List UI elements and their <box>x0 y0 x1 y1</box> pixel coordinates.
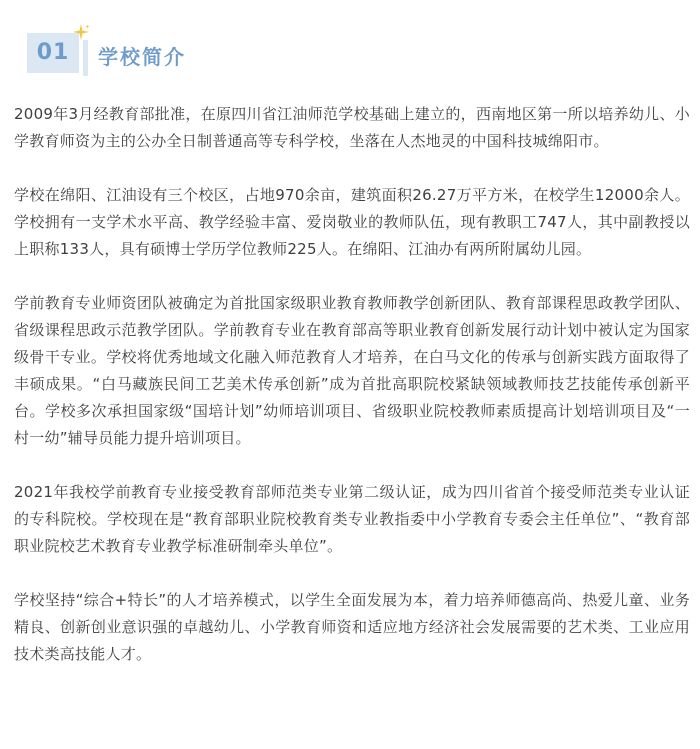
paragraph-certification: 2021年我校学前教育专业接受教育部师范类专业第二级认证，成为四川省首个接受师范类专业认证的专科院校。学校现在是“教育部职业院校教育类专业教指委中小学教育专委会主任单位”、“教育部职业院校艺术教育专业教学标准研制牵头单位”。 <box>14 483 690 555</box>
section-header <box>22 28 262 78</box>
section-title: 学校简介 <box>98 45 186 69</box>
section-number-accent-bar <box>83 40 88 76</box>
article-body <box>14 101 690 695</box>
sparkle-icon <box>72 23 90 41</box>
paragraph-campus-faculty: 学校在绵阳、江油设有三个校区，占地970余亩，建筑面积26.27万平方米，在校学生12000余人。学校拥有一支学术水平高、教学经验丰富、爱岗敬业的教师队伍，现有教职工747人，其中副教授以上职称133人，具有硕博士学历学位教师225人。在绵阳、江油办有两所附属幼儿园。 <box>14 186 690 258</box>
paragraph-teaching-teams: 学前教育专业师资团队被确定为首批国家级职业教育教师教学创新团队、教育部课程思政教学团队、省级课程思政示范教学团队。学前教育专业在教育部高等职业教育创新发展行动计划中被认定为国家级骨干专业。学校将优秀地域文化融入师范教育人才培养，在白马文化的传承与创新实践方面取得了丰硕成果。“白马藏族民间工艺美术传承创新”成为首批高职院校紧缺领域教师技艺技能传承创新平台。学校多次承担国家级“国培计划”幼师培训项目、省级职业院校教师素质提高计划培训项目及“一村一幼”辅导员能力提升培训项目。 <box>14 294 690 447</box>
paragraph-founding: 2009年3月经教育部批准，在原四川省江油师范学校基础上建立的，西南地区第一所以培养幼儿、小学教育师资为主的公办全日制普通高等专科学校，坐落在人杰地灵的中国科技城绵阳市。 <box>14 105 690 150</box>
paragraph-training-model: 学校坚持“综合+特长”的人才培养模式，以学生全面发展为本，着力培养师德高尚、热爱儿童、业务精良、创新创业意识强的卓越幼儿、小学教育师资和适应地方经济社会发展需要的艺术类、工业应用技术类高技能人才。 <box>14 591 690 663</box>
section-number: 01 <box>27 33 79 73</box>
